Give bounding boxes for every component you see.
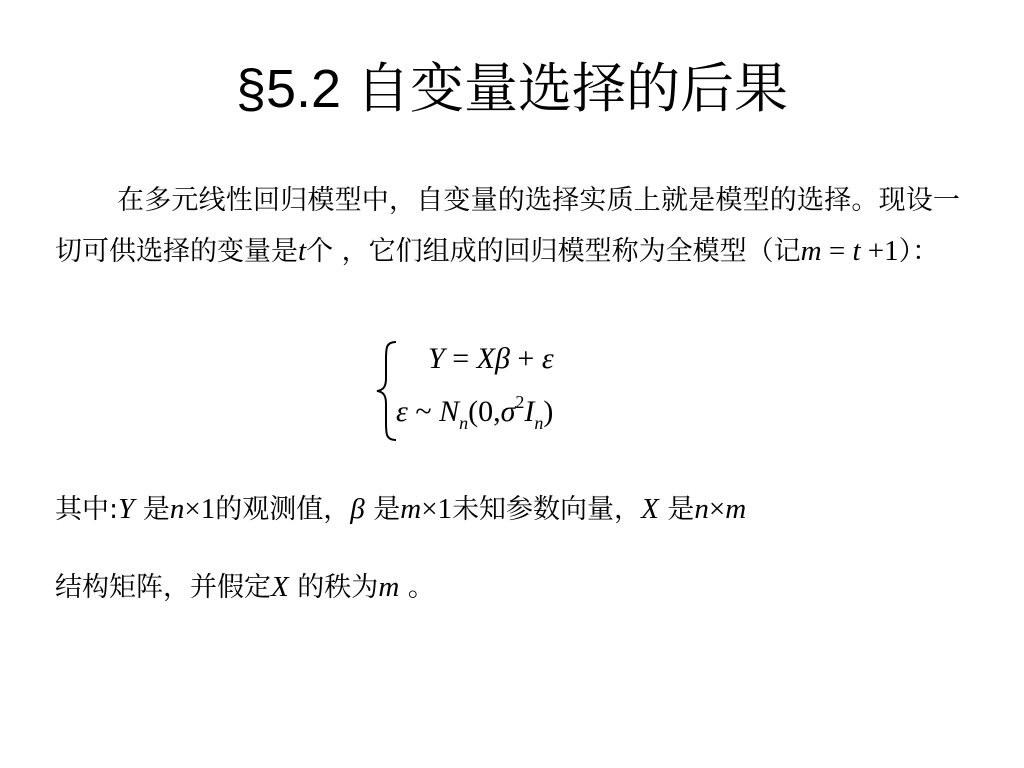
formula-equals: = — [444, 342, 477, 375]
where-observation: 的观测值， — [215, 494, 351, 525]
formula-I: I — [524, 395, 535, 428]
where-m-1: m — [400, 493, 422, 525]
paragraph-where — [55, 488, 960, 531]
formula-X: X — [476, 342, 495, 375]
formula-line-2 — [396, 392, 553, 434]
formula-epsilon-2: ε — [396, 395, 408, 428]
where-n-1: n — [169, 493, 185, 525]
intro-text-b: 个 ，它们组成的回归模型称为全模型（记 — [306, 236, 801, 267]
intro-text-a: 在多元线性回归模型中，自变量的选择实质上就是模型的选择。现设一切可供选择的变量是 — [55, 185, 960, 267]
var-t: t — [298, 235, 307, 267]
model-formula — [372, 338, 672, 446]
paragraph-rank — [55, 562, 960, 613]
formula-I-subscript: n — [534, 413, 544, 433]
formula-sigma-squared: 2 — [515, 392, 525, 412]
eq-equals: = — [821, 235, 853, 267]
where-times-1: ×1 — [184, 493, 216, 525]
eq-t: t — [852, 235, 861, 267]
rank-X: X — [271, 571, 289, 603]
rank-text-a: 结构矩阵，并假定 — [55, 572, 271, 603]
eq-m: m — [800, 235, 822, 267]
eq-plus-one: +1 — [860, 235, 899, 267]
where-Y: Y — [118, 493, 135, 525]
where-times-2: ×1 — [421, 493, 453, 525]
rank-text-b: 的秩为 — [288, 572, 379, 603]
where-beta: β — [350, 493, 365, 525]
where-is-3: 是 — [658, 494, 695, 525]
formula-epsilon: ε — [541, 342, 554, 375]
formula-close-paren: ) — [543, 395, 554, 428]
page-title: §5.2 自变量选择的后果 — [235, 59, 789, 119]
formula-beta: β — [494, 342, 510, 375]
where-m-2: m — [725, 493, 747, 525]
where-times-3: × — [708, 493, 726, 525]
formula-N-subscript: n — [459, 413, 469, 433]
formula-plus: + — [509, 342, 542, 375]
formula-open-paren: (0, — [468, 395, 501, 428]
intro-text-c: ）： — [898, 236, 940, 267]
formula-tilde: ~ — [407, 395, 440, 428]
formula-N: N — [439, 395, 460, 428]
where-is-1: 是 — [134, 494, 170, 525]
where-lead: 其中: — [55, 494, 119, 525]
formula-sigma: σ — [500, 395, 516, 428]
paragraph-intro — [55, 176, 960, 277]
where-X: X — [641, 493, 659, 525]
formula-Y: Y — [428, 342, 445, 375]
where-n-2: n — [694, 493, 709, 525]
where-is-2: 是 — [364, 494, 401, 525]
rank-text-c: 。 — [399, 572, 435, 603]
where-unknown: 未知参数向量， — [452, 494, 642, 525]
formula-line-1 — [428, 342, 554, 376]
rank-m: m — [378, 571, 400, 603]
